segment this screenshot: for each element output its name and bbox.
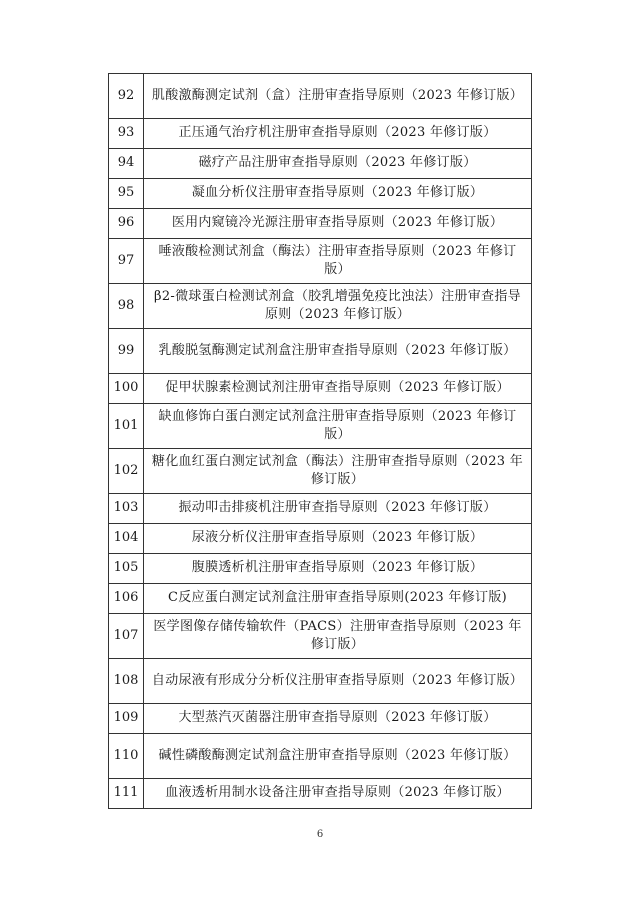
table-row (109, 404, 532, 449)
guideline-title: 乳酸脱氢酶测定试剂盒注册审查指导原则（2023 年修订版） (144, 329, 532, 374)
table-row (109, 614, 532, 659)
table-row (109, 239, 532, 284)
row-number: 106 (109, 584, 144, 614)
guideline-title: 自动尿液有形成分分析仪注册审查指导原则（2023 年修订版） (144, 659, 532, 704)
guideline-title: β2-微球蛋白检测试剂盒（胶乳增强免疫比浊法）注册审查指导原则（2023 年修订版） (144, 284, 532, 329)
row-number: 111 (109, 779, 144, 809)
table-row (109, 494, 532, 524)
row-number: 105 (109, 554, 144, 584)
table-row (109, 149, 532, 179)
guideline-title: 糖化血红蛋白测定试剂盒（酶法）注册审查指导原则（2023 年修订版） (144, 449, 532, 494)
table-row (109, 779, 532, 809)
guideline-title: 缺血修饰白蛋白测定试剂盒注册审查指导原则（2023 年修订版） (144, 404, 532, 449)
row-number: 98 (109, 284, 144, 329)
guideline-title: 磁疗产品注册审查指导原则（2023 年修订版） (144, 149, 532, 179)
guideline-title: 振动叩击排痰机注册审查指导原则（2023 年修订版） (144, 494, 532, 524)
row-number: 96 (109, 209, 144, 239)
table-row (109, 524, 532, 554)
guideline-title: C反应蛋白测定试剂盒注册审查指导原则(2023 年修订版) (144, 584, 532, 614)
table-row (109, 209, 532, 239)
guideline-title: 肌酸激酶测定试剂（盒）注册审查指导原则（2023 年修订版） (144, 74, 532, 119)
table-row (109, 329, 532, 374)
guideline-title: 碱性磷酸酶测定试剂盒注册审查指导原则（2023 年修订版） (144, 734, 532, 779)
row-number: 102 (109, 449, 144, 494)
row-number: 107 (109, 614, 144, 659)
table-row (109, 284, 532, 329)
table-row (109, 374, 532, 404)
row-number: 94 (109, 149, 144, 179)
row-number: 101 (109, 404, 144, 449)
table-row (109, 704, 532, 734)
guideline-title: 尿液分析仪注册审查指导原则（2023 年修订版） (144, 524, 532, 554)
guideline-title: 正压通气治疗机注册审查指导原则（2023 年修订版） (144, 119, 532, 149)
guideline-title: 凝血分析仪注册审查指导原则（2023 年修订版） (144, 179, 532, 209)
row-number: 108 (109, 659, 144, 704)
guideline-table (108, 73, 532, 809)
guideline-title: 唾液酸检测试剂盒（酶法）注册审查指导原则（2023 年修订版） (144, 239, 532, 284)
table-row (109, 74, 532, 119)
row-number: 97 (109, 239, 144, 284)
row-number: 110 (109, 734, 144, 779)
table-row (109, 734, 532, 779)
row-number: 109 (109, 704, 144, 734)
row-number: 95 (109, 179, 144, 209)
row-number: 104 (109, 524, 144, 554)
table-row (109, 584, 532, 614)
guideline-title: 促甲状腺素检测试剂注册审查指导原则（2023 年修订版） (144, 374, 532, 404)
table-body (109, 74, 532, 809)
guideline-title: 医用内窥镜冷光源注册审查指导原则（2023 年修订版） (144, 209, 532, 239)
row-number: 100 (109, 374, 144, 404)
table-row (109, 659, 532, 704)
row-number: 103 (109, 494, 144, 524)
page-number: 6 (316, 829, 324, 840)
row-number: 92 (109, 74, 144, 119)
guideline-title: 血液透析用制水设备注册审查指导原则（2023 年修订版） (144, 779, 532, 809)
guideline-title: 大型蒸汽灭菌器注册审查指导原则（2023 年修订版） (144, 704, 532, 734)
table-row (109, 449, 532, 494)
table-row (109, 119, 532, 149)
table-row (109, 179, 532, 209)
row-number: 93 (109, 119, 144, 149)
guideline-title: 腹膜透析机注册审查指导原则（2023 年修订版） (144, 554, 532, 584)
guideline-title: 医学图像存储传输软件（PACS）注册审查指导原则（2023 年修订版） (144, 614, 532, 659)
row-number: 99 (109, 329, 144, 374)
table-row (109, 554, 532, 584)
